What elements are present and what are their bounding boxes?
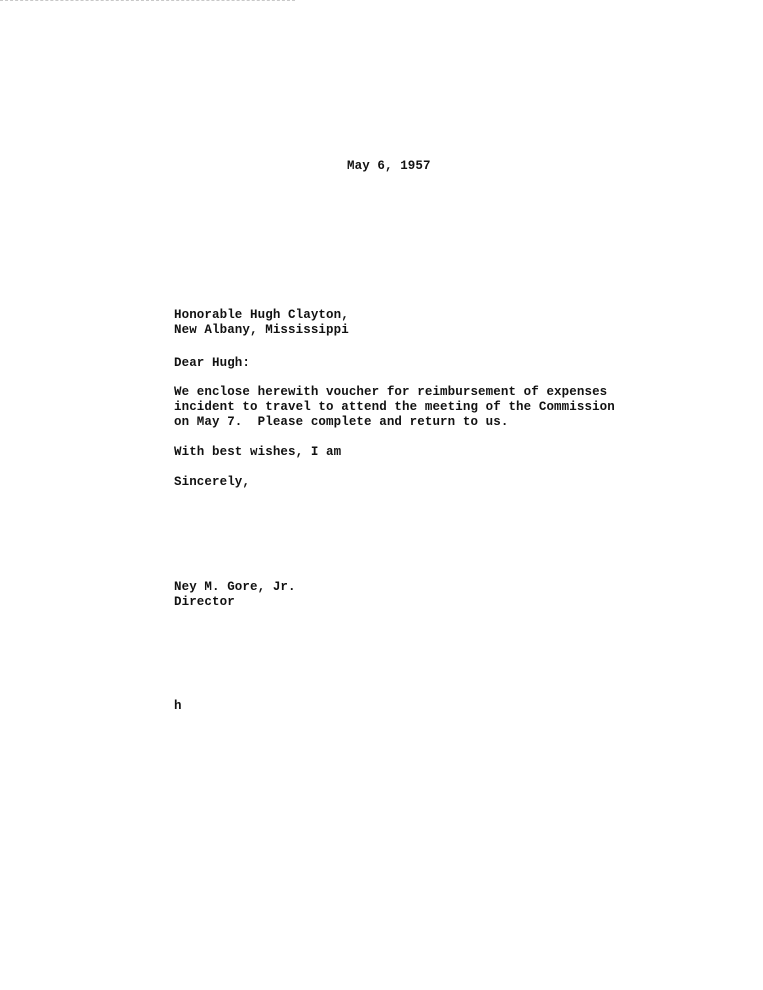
signatory-title: Director (174, 595, 235, 609)
signatory-name: Ney M. Gore, Jr. (174, 580, 296, 594)
typist-initials: h (174, 699, 182, 713)
body-line: We enclose herewith voucher for reimbursement of expenses (174, 385, 608, 399)
recipient-address: New Albany, Mississippi (174, 323, 349, 337)
body-line: incident to travel to attend the meeting of the Commission (174, 400, 615, 414)
scan-edge-marks (0, 0, 295, 1)
letter-date: May 6, 1957 (347, 159, 431, 173)
valediction: Sincerely, (174, 475, 251, 489)
recipient-name: Honorable Hugh Clayton, (174, 308, 349, 322)
body-line: on May 7. Please complete and return to us. (174, 415, 509, 429)
salutation: Dear Hugh: (174, 356, 251, 370)
closing-line: With best wishes, I am (174, 445, 342, 459)
